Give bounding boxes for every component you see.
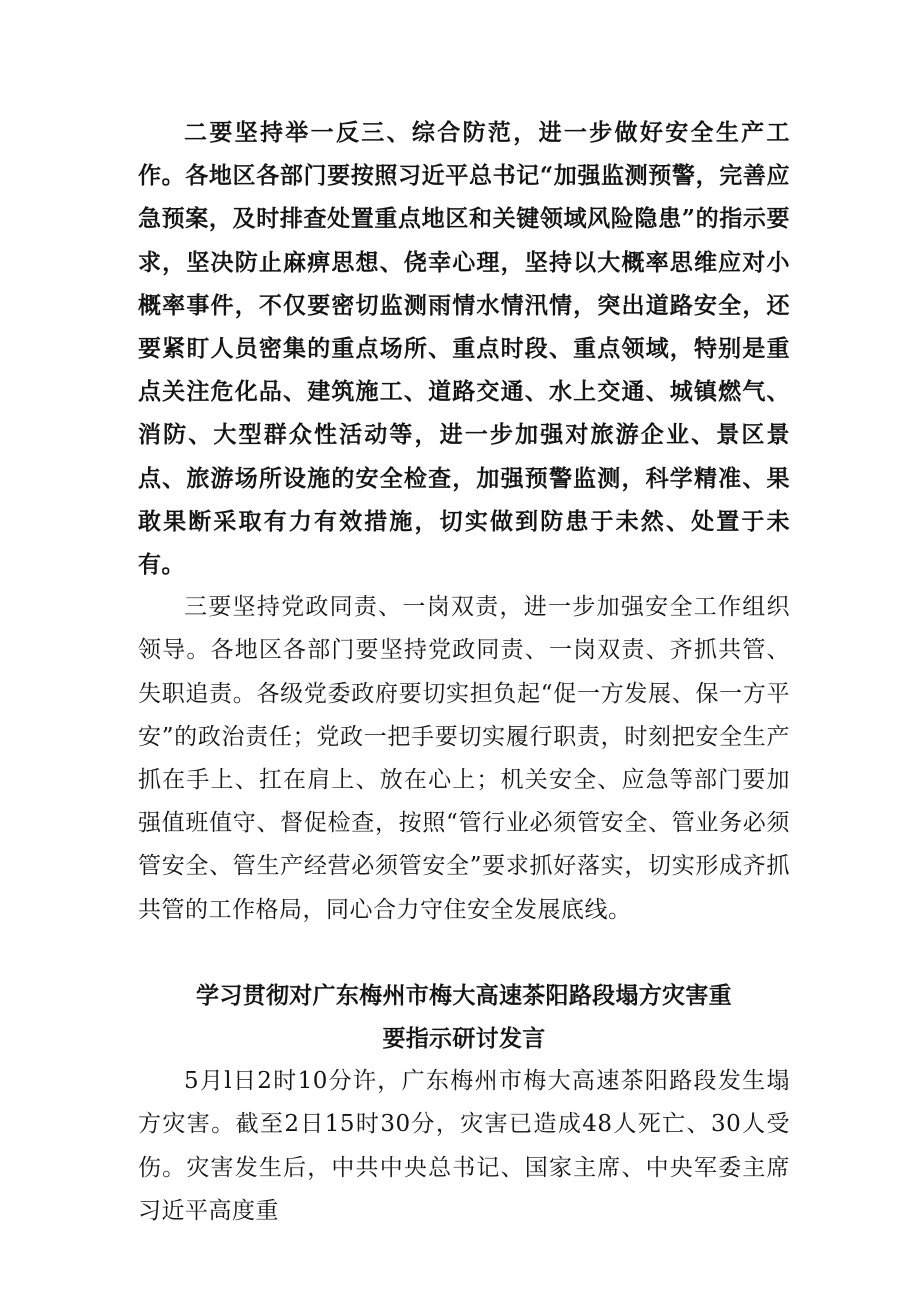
section-title-line-1: 学习贯彻对广东梅州市梅大高速茶阳路段塌方灾害重 <box>196 981 732 1009</box>
document-body <box>138 111 790 1233</box>
section-title-line-2: 要指示研讨发言 <box>382 1025 546 1053</box>
paragraph-party-responsibility: 三要坚持党政同责、一岗双责，进一步加强安全工作组织领导。各地区各部门要坚持党政同责、一岗双责、齐抓共管、失职追责。各级党委政府要切实担负起“促一方发展、保一方平安”的政治责任；党政一把手要切实履行职责，时刻把安全生产抓在手上、扛在肩上、放在心上；机关安全、应急等部门要加强值班值守、督促检查，按照“管行业必须管安全、管业务必须管安全、管生产经营必须管安全”要求抓好落实，切实形成齐抓共管的工作格局，同心合力守住安全发展底线。 <box>138 594 790 923</box>
paragraph-safety-production: 二要坚持举一反三、综合防范，进一步做好安全生产工作。各地区各部门要按照习近平总书记“加强监测预警，完善应急预案，及时排查处置重点地区和关键领域风险隐患”的指示要求，坚决防止麻痹思想、侥幸心理，坚持以大概率思维应对小概率事件，不仅要密切监测雨情水情汛情，突出道路安全，还要紧盯人员密集的重点场所、重点时段、重点领域，特别是重点关注危化品、建筑施工、道路交通、水上交通、城镇燃气、消防、大型群众性活动等，进一步加强对旅游企业、景区景点、旅游场所设施的安全检查，加强预警监测，科学精准、果敢果断采取有力有效措施，切实做到防患于未然、处置于未有。 <box>138 119 790 579</box>
section-title <box>138 974 790 1060</box>
paragraph-disaster-intro: 5月l日2时10分许，广东梅州市梅大高速茶阳路段发生塌方灾害。截至2日15时30分，灾害已造成48人死亡、30人受伤。灾害发生后，中共中央总书记、国家主席、中央军委主席习近平高度重 <box>138 1068 790 1224</box>
